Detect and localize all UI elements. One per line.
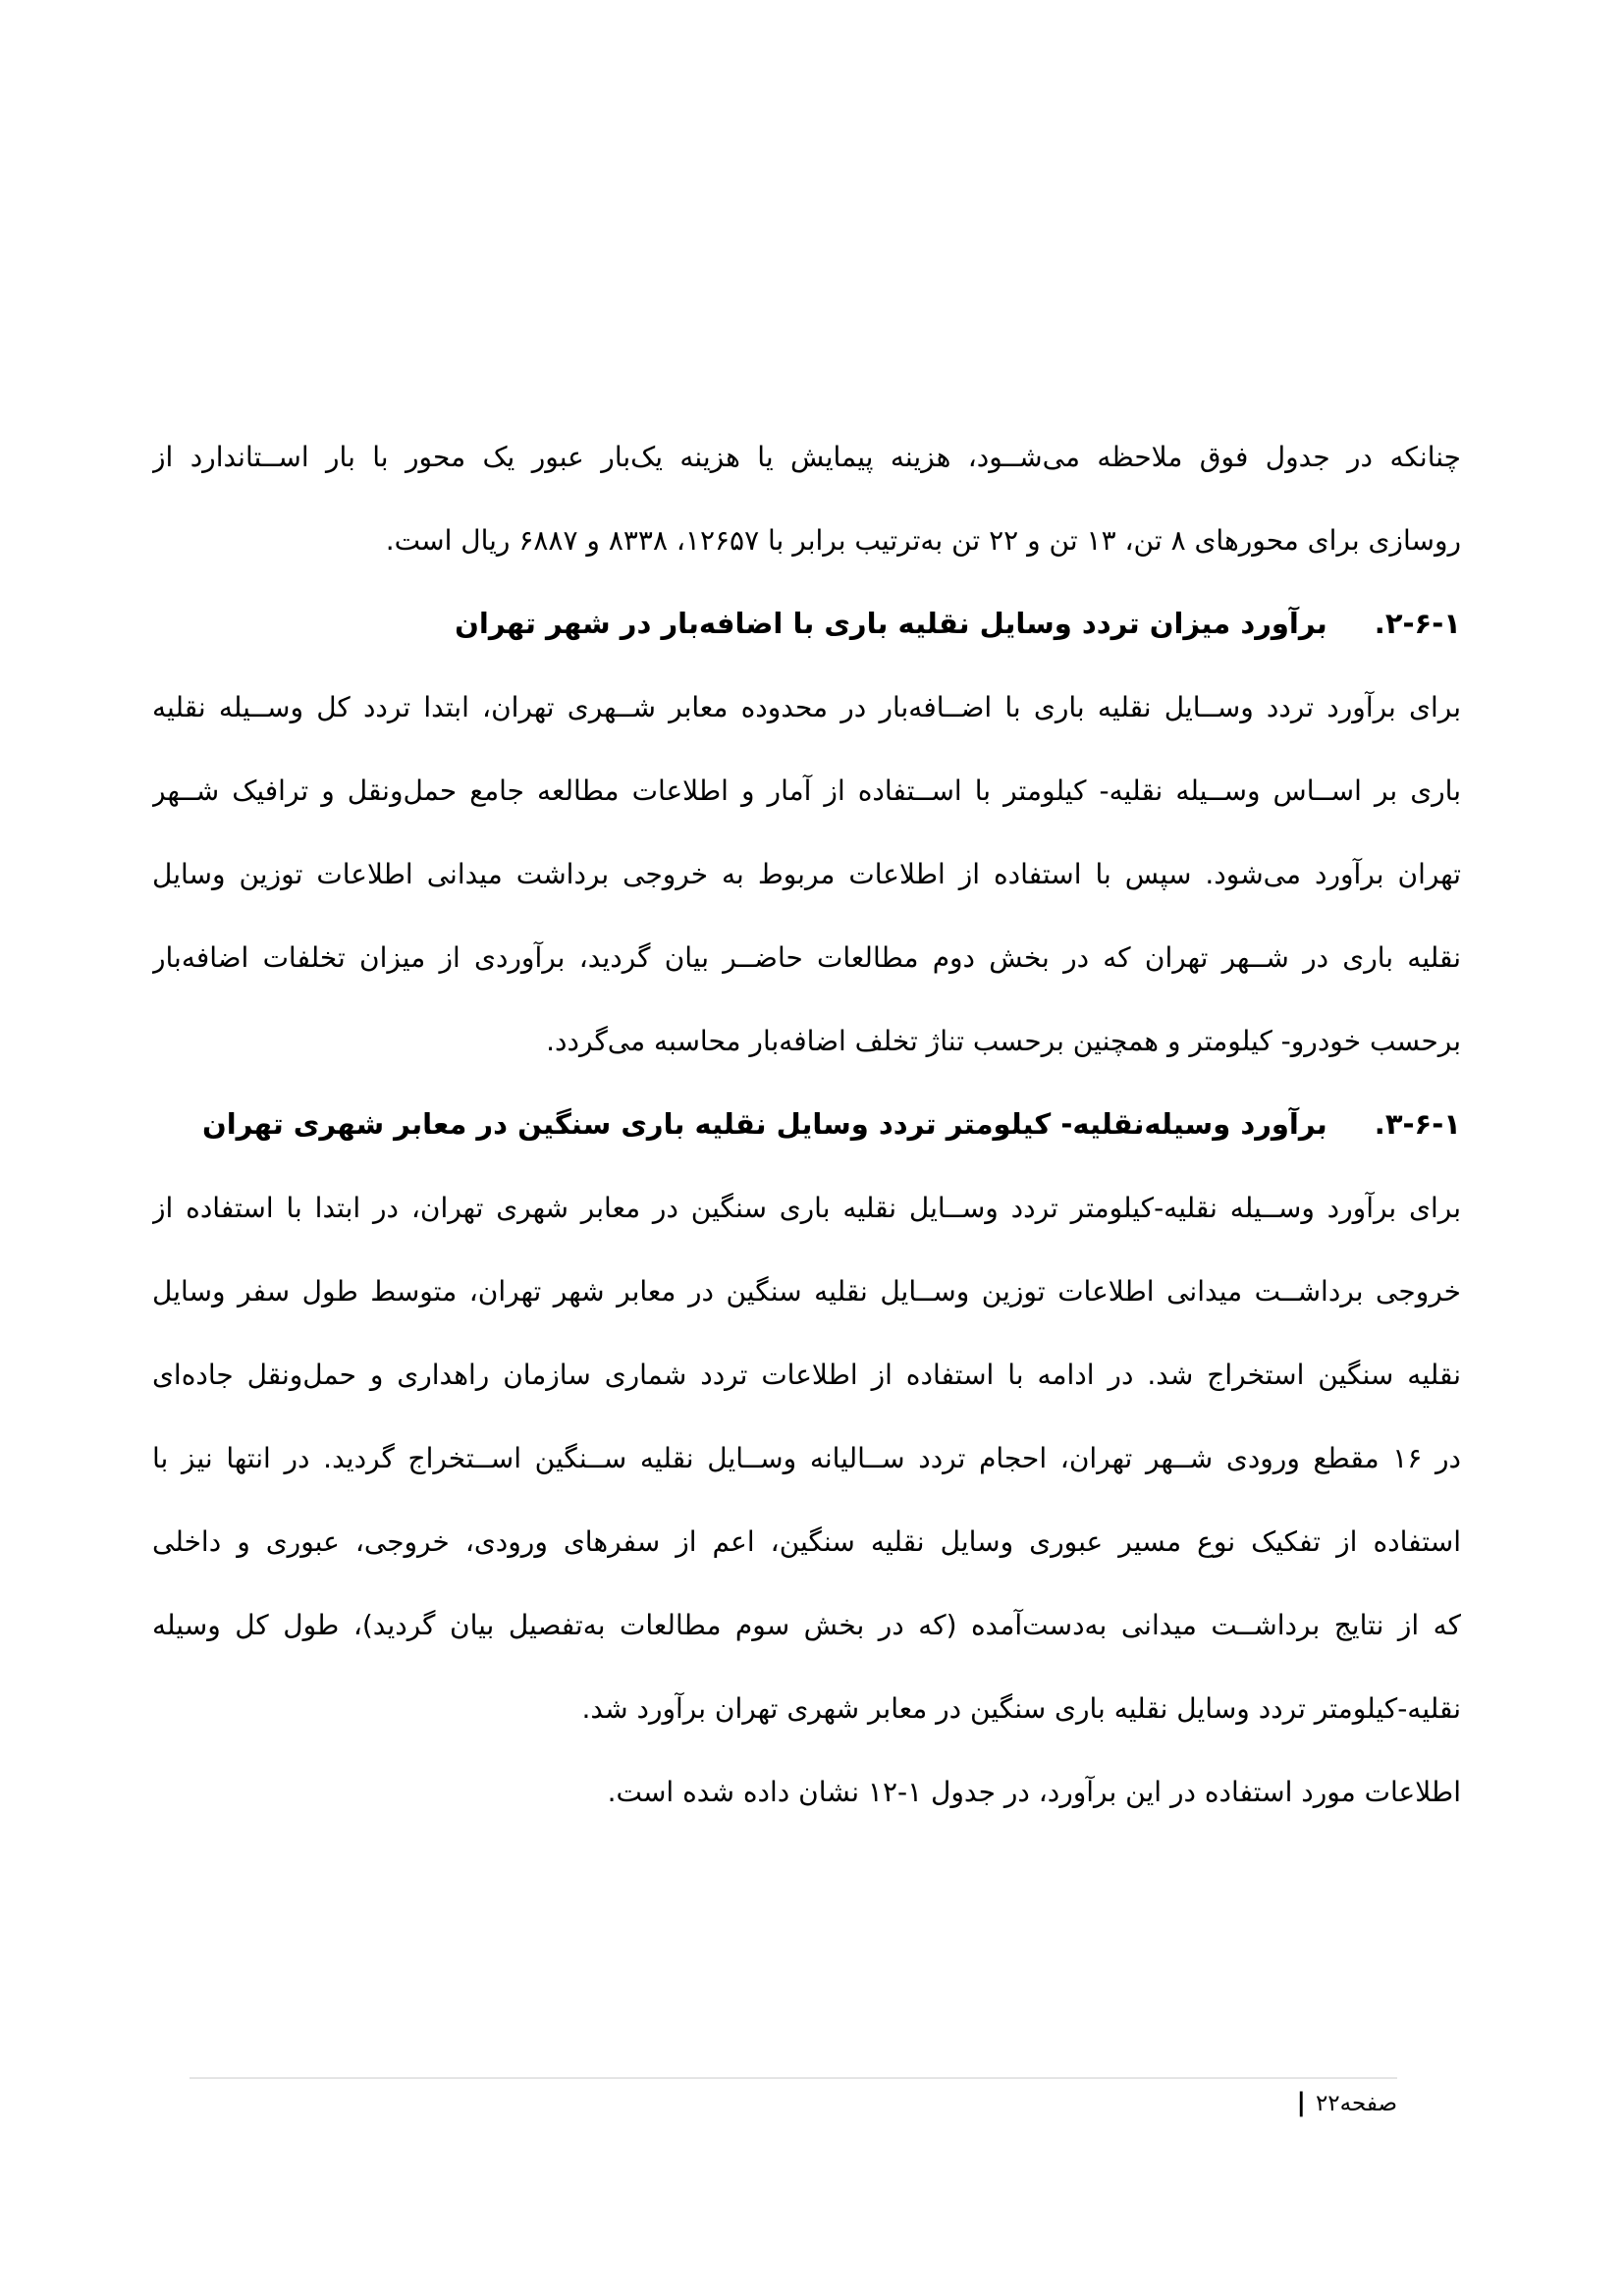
paragraph-2-line-5: برحسب خودرو- کیلومتر و همچنین برحسب تناژ تخلف اضافه‌بار محاسبه می‌گردد. [546, 1025, 1461, 1057]
heading-title: برآورد میزان تردد وسایل نقلیه باری با اضافه‌بار در شهر تهران [455, 607, 1327, 640]
paragraph-2-line-2: باری بر اســاس وســیله نقلیه- کیلومتر با اســتفاده از آمار و اطلاعات مطالعه جامع حمل‌ونقل و ترافیک شــهر [152, 774, 1461, 807]
table-reference: ۱۲-۱ [867, 1776, 923, 1808]
heading-number: .۳-۶-۱ [1374, 1107, 1461, 1141]
paragraph-3-line-7: نقلیه-کیلومتر تردد وسایل نقلیه باری سنگین در معابر شهری تهران برآورد شد. [581, 1692, 1461, 1725]
paragraph-3-line-2: خروجی برداشــت میدانی اطلاعات توزین وســایل نقلیه سنگین در معابر شهر تهران، متوسط طول سفر وسایل [152, 1275, 1461, 1308]
footer-divider [189, 2077, 1397, 2079]
footer-separator-bar: | [1296, 2088, 1306, 2117]
heading-number: .۲-۶-۱ [1374, 607, 1461, 640]
table-ref-text-after: نشان داده شده است. [607, 1776, 868, 1808]
paragraph-1-line-1: چنانکه در جدول فوق ملاحظه می‌شــود، هزینه پیمایش یا هزینه یک‌بار عبور یک محور با بار اســتاندارد از [152, 441, 1461, 473]
page-number: صفحه۲۲ [1315, 2091, 1397, 2116]
paragraph-2-line-3: تهران برآورد می‌شود. سپس با استفاده از اطلاعات مربوط به خروجی برداشت میدانی اطلاعات توزین وسایل [152, 858, 1461, 890]
table-ref-text-before: اطلاعات مورد استفاده در این برآورد، در جدول [922, 1776, 1461, 1808]
paragraph-3-line-4: در ۱۶ مقطع ورودی شــهر تهران، احجام تردد ســالیانه وســایل نقلیه ســنگین اســتخراج گردید. در انتها نیز با [152, 1442, 1461, 1474]
paragraph-3-line-5: استفاده از تفکیک نوع مسیر عبوری وسایل نقلیه سنگین، اعم از سفرهای ورودی، خروجی، عبوری و داخلی [152, 1525, 1461, 1558]
page-footer [189, 2083, 1397, 2123]
paragraph-1-line-2: روسازی برای محورهای ۸ تن، ۱۳ تن و ۲۲ تن به‌ترتیب برابر با ۱۲۶۵۷، ۸۳۳۸ و ۶۸۸۷ ریال است. [385, 524, 1461, 557]
paragraph-4-line-1 [152, 1750, 1461, 1834]
section-heading-1-6-2 [152, 582, 1461, 666]
paragraph-3-line-6: که از نتایج برداشــت میدانی به‌دست‌آمده (که در بخش سوم مطالعات به‌تفصیل بیان گردید)، طول کل وسیله [152, 1609, 1461, 1641]
paragraph-2-line-1: برای برآورد تردد وســایل نقلیه باری با اضــافه‌بار در محدوده معابر شــهری تهران، ابتدا تردد کل وســیله نقلیه [152, 691, 1461, 723]
section-heading-1-6-3 [152, 1083, 1461, 1166]
heading-title: برآورد وسیله‌نقلیه- کیلومتر تردد وسایل نقلیه باری سنگین در معابر شهری تهران [201, 1107, 1327, 1141]
body-text [152, 0, 1461, 1834]
paragraph-3-line-1: برای برآورد وســیله نقلیه-کیلومتر تردد وســایل نقلیه باری سنگین در معابر شهری تهران، در ابتدا با استفاده از [152, 1192, 1461, 1224]
paragraph-3-line-3: نقلیه سنگین استخراج شد. در ادامه با استفاده از اطلاعات تردد شماری سازمان راهداری و حمل‌ونقل جاده‌ای [152, 1359, 1461, 1391]
paragraph-2-line-4: نقلیه باری در شــهر تهران که در بخش دوم مطالعات حاضــر بیان گردید، برآوردی از میزان تخلفات اضافه‌بار [152, 941, 1461, 974]
